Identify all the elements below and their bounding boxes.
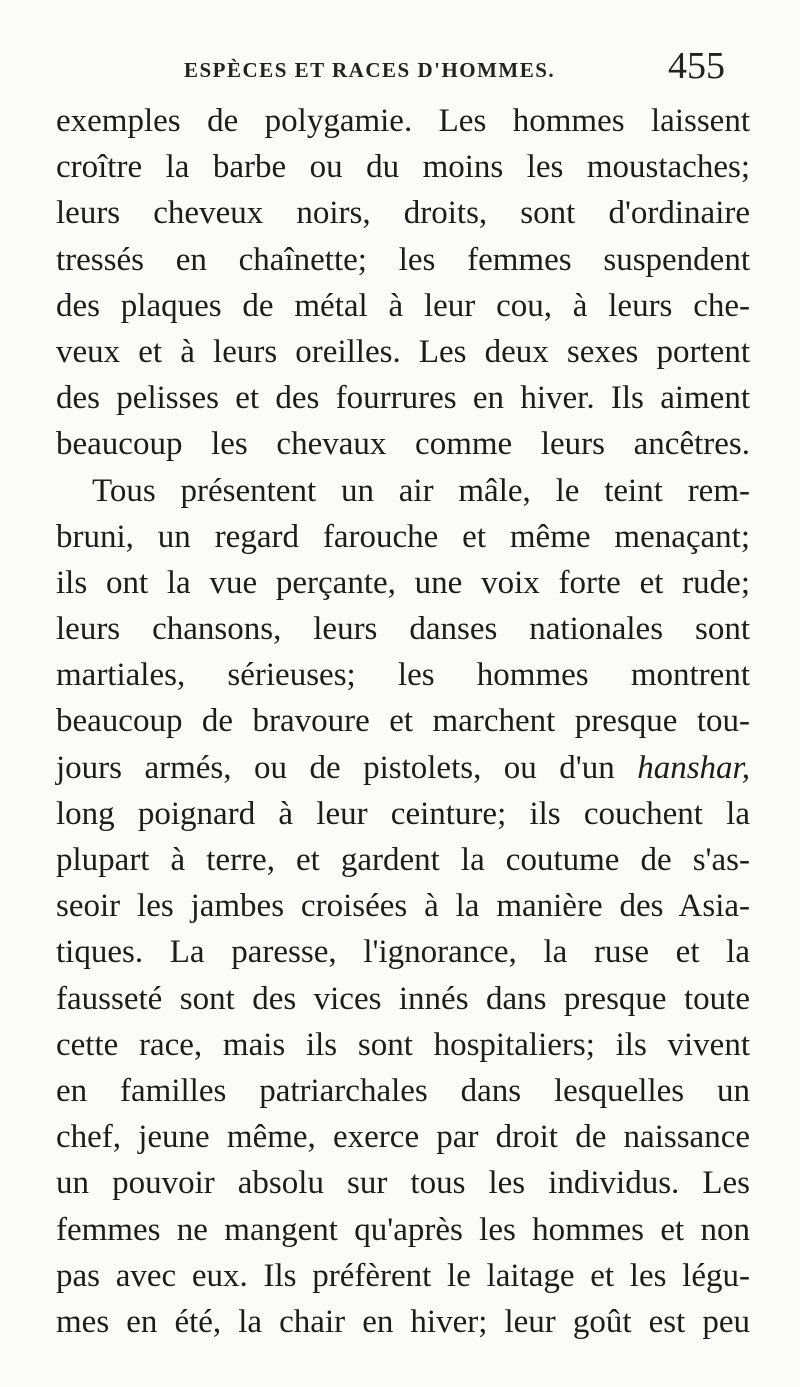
text-line: beaucoup les chevaux comme leurs ancêtres. bbox=[56, 426, 750, 463]
page-number: 455 bbox=[668, 45, 725, 87]
text-line: ils ont la vue perçante, une voix forte et rude; bbox=[56, 564, 750, 601]
text-line: Tous présentent un air mâle, le teint rem- bbox=[92, 472, 750, 509]
text-line: mes en été, la chair en hiver; leur goût est peu bbox=[56, 1303, 750, 1340]
text-line-start: jours armés, ou de pistolets, ou d'un bbox=[56, 749, 615, 786]
text-line: des plaques de métal à leur cou, à leurs che- bbox=[56, 287, 750, 324]
text-line: un pouvoir absolu sur tous les individus. Les bbox=[56, 1165, 750, 1202]
text-line: exemples de polygamie. Les hommes laissent bbox=[56, 103, 750, 139]
text-line: martiales, sérieuses; les hommes montrent bbox=[56, 657, 750, 694]
text-line: femmes ne mangent qu'après les hommes et non bbox=[56, 1211, 750, 1248]
text-line: bruni, un regard farouche et même menaçant; bbox=[56, 518, 750, 555]
text-line: fausseté sont des vices innés dans presque toute bbox=[56, 980, 750, 1017]
text-line: leurs chansons, leurs danses nationales sont bbox=[56, 611, 750, 648]
text-line: cette race, mais ils sont hospitaliers; ils vivent bbox=[56, 1026, 750, 1063]
text-line: beaucoup de bravoure et marchent presque tou- bbox=[56, 703, 750, 740]
text-line: long poignard à leur ceinture; ils couchent la bbox=[56, 795, 750, 832]
text-line: pas avec eux. Ils préfèrent le laitage et les légu- bbox=[56, 1257, 750, 1294]
text-line: des pelisses et des fourrures en hiver. Ils aiment bbox=[56, 380, 750, 417]
text-line: tiques. La paresse, l'ignorance, la ruse et la bbox=[56, 934, 750, 971]
running-head: ESPÈCES ET RACES D'HOMMES. bbox=[184, 58, 556, 82]
text-line: croître la barbe ou du moins les moustaches; bbox=[56, 149, 750, 186]
body-text bbox=[56, 98, 750, 1345]
text-line: seoir les jambes croisées à la manière des Asia- bbox=[56, 888, 750, 925]
text-line: tressés en chaînette; les femmes suspendent bbox=[56, 241, 750, 278]
text-line: veux et à leurs oreilles. Les deux sexes portent bbox=[56, 333, 750, 370]
text-line: chef, jeune même, exerce par droit de naissance bbox=[56, 1119, 750, 1156]
text-line: en familles patriarchales dans lesquelles un bbox=[56, 1072, 750, 1109]
text-line-with-italic bbox=[56, 745, 750, 791]
text-line: leurs cheveux noirs, droits, sont d'ordinaire bbox=[56, 195, 750, 232]
page-header bbox=[0, 44, 800, 94]
text-line: plupart à terre, et gardent la coutume de s'as- bbox=[56, 842, 750, 878]
italic-term: hanshar, bbox=[637, 749, 750, 786]
